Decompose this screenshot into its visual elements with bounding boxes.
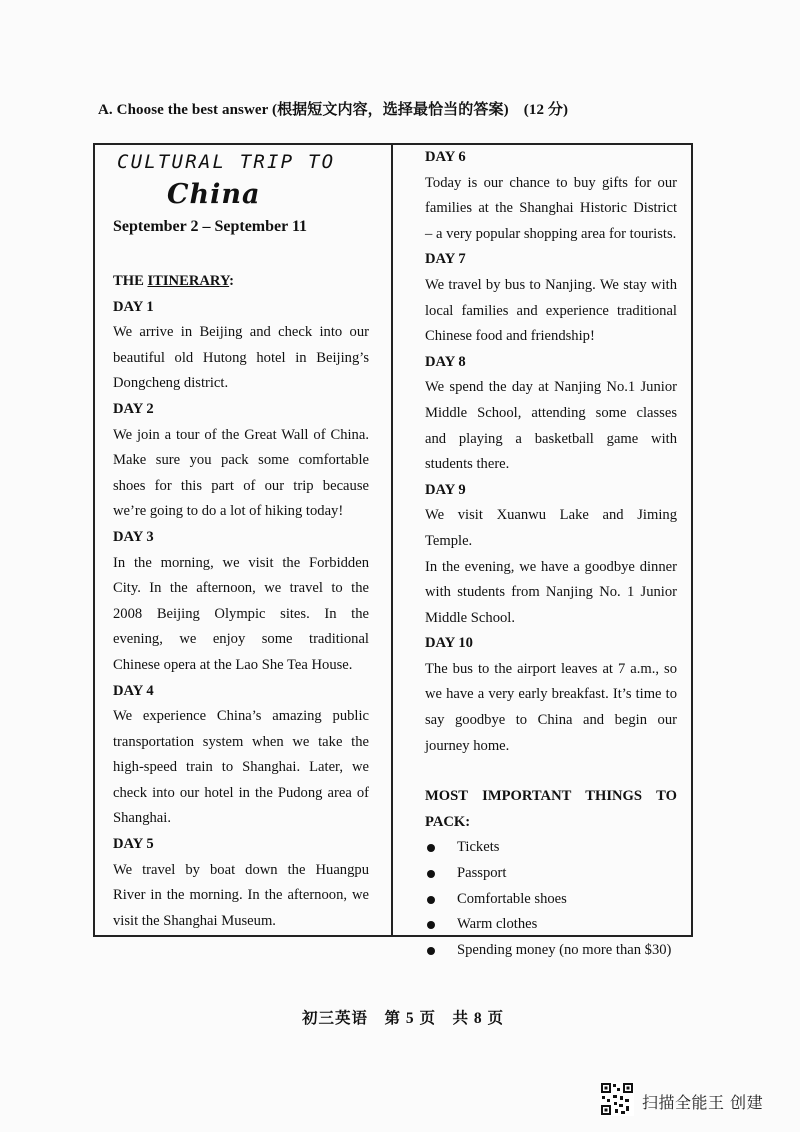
day-text-line: high-speed train to Shanghai. Later, we (113, 759, 369, 776)
day-text-line: Middle School, attending some classes (425, 404, 677, 421)
day-label: DAY 2 (113, 400, 154, 417)
day-label: DAY 8 (425, 353, 466, 370)
bullet-icon (427, 870, 435, 878)
day-text-line: families at the Shanghai Historic District (425, 200, 677, 217)
bullet-icon (427, 947, 435, 955)
day-text-line: local families and experience traditional (425, 302, 677, 319)
day-text-line: In the morning, we visit the Forbidden (113, 554, 369, 571)
pack-heading: MOST IMPORTANT THINGS TO (425, 788, 677, 805)
pack-item-label: Warm clothes (457, 916, 538, 933)
day-text-line: We travel by bus to Nanjing. We stay with (425, 276, 677, 293)
day-text-line: We arrive in Beijing and check into our (113, 324, 369, 341)
bullet-icon (427, 896, 435, 904)
pack-item-label: Tickets (457, 839, 500, 856)
day-text-line: and playing a basketball game with (425, 430, 677, 447)
pack-item-label: Comfortable shoes (457, 890, 567, 907)
day-text-line: – a very popular shopping area for tourists. (425, 225, 677, 242)
day-text-line: journey home. (425, 737, 510, 754)
day-text-line: We join a tour of the Great Wall of China. (113, 426, 369, 443)
reading-passage-box (93, 143, 693, 958)
day-label: DAY 4 (113, 682, 154, 699)
day-text-line: Shanghai. (113, 810, 171, 827)
day-label: DAY 1 (113, 298, 154, 315)
day-text-line: say goodbye to China and begin our (425, 712, 677, 729)
day-text-line: evening, we enjoy some traditional (113, 631, 369, 648)
day-text-line: Middle School. (425, 609, 515, 626)
day-text-line: Dongcheng district. (113, 375, 229, 392)
day-text-line: 2008 Beijing Olympic sites. In the (113, 605, 369, 622)
day-text-line: visit the Shanghai Museum. (113, 912, 276, 929)
itinerary-heading (113, 269, 369, 295)
day-label: DAY 9 (425, 481, 466, 498)
day-text-line: In the evening, we have a goodbye dinner (425, 558, 677, 575)
bullet-icon (427, 921, 435, 929)
day-text-line: Chinese food and friendship! (425, 328, 595, 345)
day-text-line: we’re going to do a lot of hiking today! (113, 503, 344, 520)
day-label: DAY 10 (425, 635, 473, 652)
section-heading: A. Choose the best answer (根据短文内容，选择最恰当的答案) (12 分) (98, 102, 569, 118)
title-line-1: CULTURAL TRIP TO (117, 151, 336, 173)
day-text-line: Make sure you pack some comfortable (113, 452, 369, 469)
day-text-line: check into our hotel in the Pudong area of (113, 784, 369, 801)
qr-code-icon (600, 1082, 634, 1116)
day-text-line: Today is our chance to buy gifts for our (425, 174, 677, 191)
pack-heading-cont: PACK: (425, 813, 471, 830)
day-label: DAY 7 (425, 251, 466, 268)
title-line-2: China (167, 179, 261, 210)
page-footer: 初三英语 第 5 页 共 8 页 (302, 1010, 505, 1027)
day-text-line: with students from Nanjing No. 1 Junior (425, 584, 677, 601)
pack-item (425, 912, 677, 938)
day-text-line: transportation system when we take the (113, 733, 369, 750)
itinerary-suffix: : (229, 273, 235, 289)
day-text-line: We travel by boat down the Huangpu (113, 861, 369, 878)
scanner-watermark: 扫描全能王 创建 (642, 1093, 764, 1112)
day-text-line: shoes for this part of our trip because (113, 477, 369, 494)
day-label: DAY 6 (425, 149, 466, 165)
day-text-line: Chinese opera at the Lao She Tea House. (113, 656, 353, 673)
itinerary-prefix: THE (113, 273, 148, 289)
spacer (425, 759, 677, 784)
pack-item-label: Spending money (no more than $30) (457, 941, 672, 958)
pack-item (425, 835, 677, 861)
day-text-line: students there. (425, 456, 510, 473)
pack-item (425, 938, 677, 964)
day-text-line: We experience China’s amazing public (113, 708, 369, 725)
day-label: DAY 5 (113, 836, 154, 853)
column-divider (391, 145, 393, 935)
day-text-line: We visit Xuanwu Lake and Jiming Temple. (425, 507, 677, 549)
left-column (113, 269, 369, 934)
pack-item (425, 861, 677, 887)
trip-dates: September 2 – September 11 (113, 218, 308, 235)
day-label: DAY 3 (113, 528, 154, 545)
itinerary-word: ITINERARY (147, 273, 230, 289)
pack-item (425, 887, 677, 913)
day-text-line: City. In the afternoon, we travel to the (113, 580, 369, 597)
day-text-line: River in the morning. In the afternoon, we (113, 887, 369, 904)
bullet-icon (427, 844, 435, 852)
pack-item-label: Passport (457, 865, 507, 882)
right-column (425, 145, 677, 963)
day-text-line: We spend the day at Nanjing No.1 Junior (425, 379, 677, 396)
day-text-line: we have a very early breakfast. It’s time to (425, 686, 677, 703)
day-text-line: The bus to the airport leaves at 7 a.m., so (425, 660, 677, 677)
day-text-line: beautiful old Hutong hotel in Beijing’s (113, 349, 369, 366)
